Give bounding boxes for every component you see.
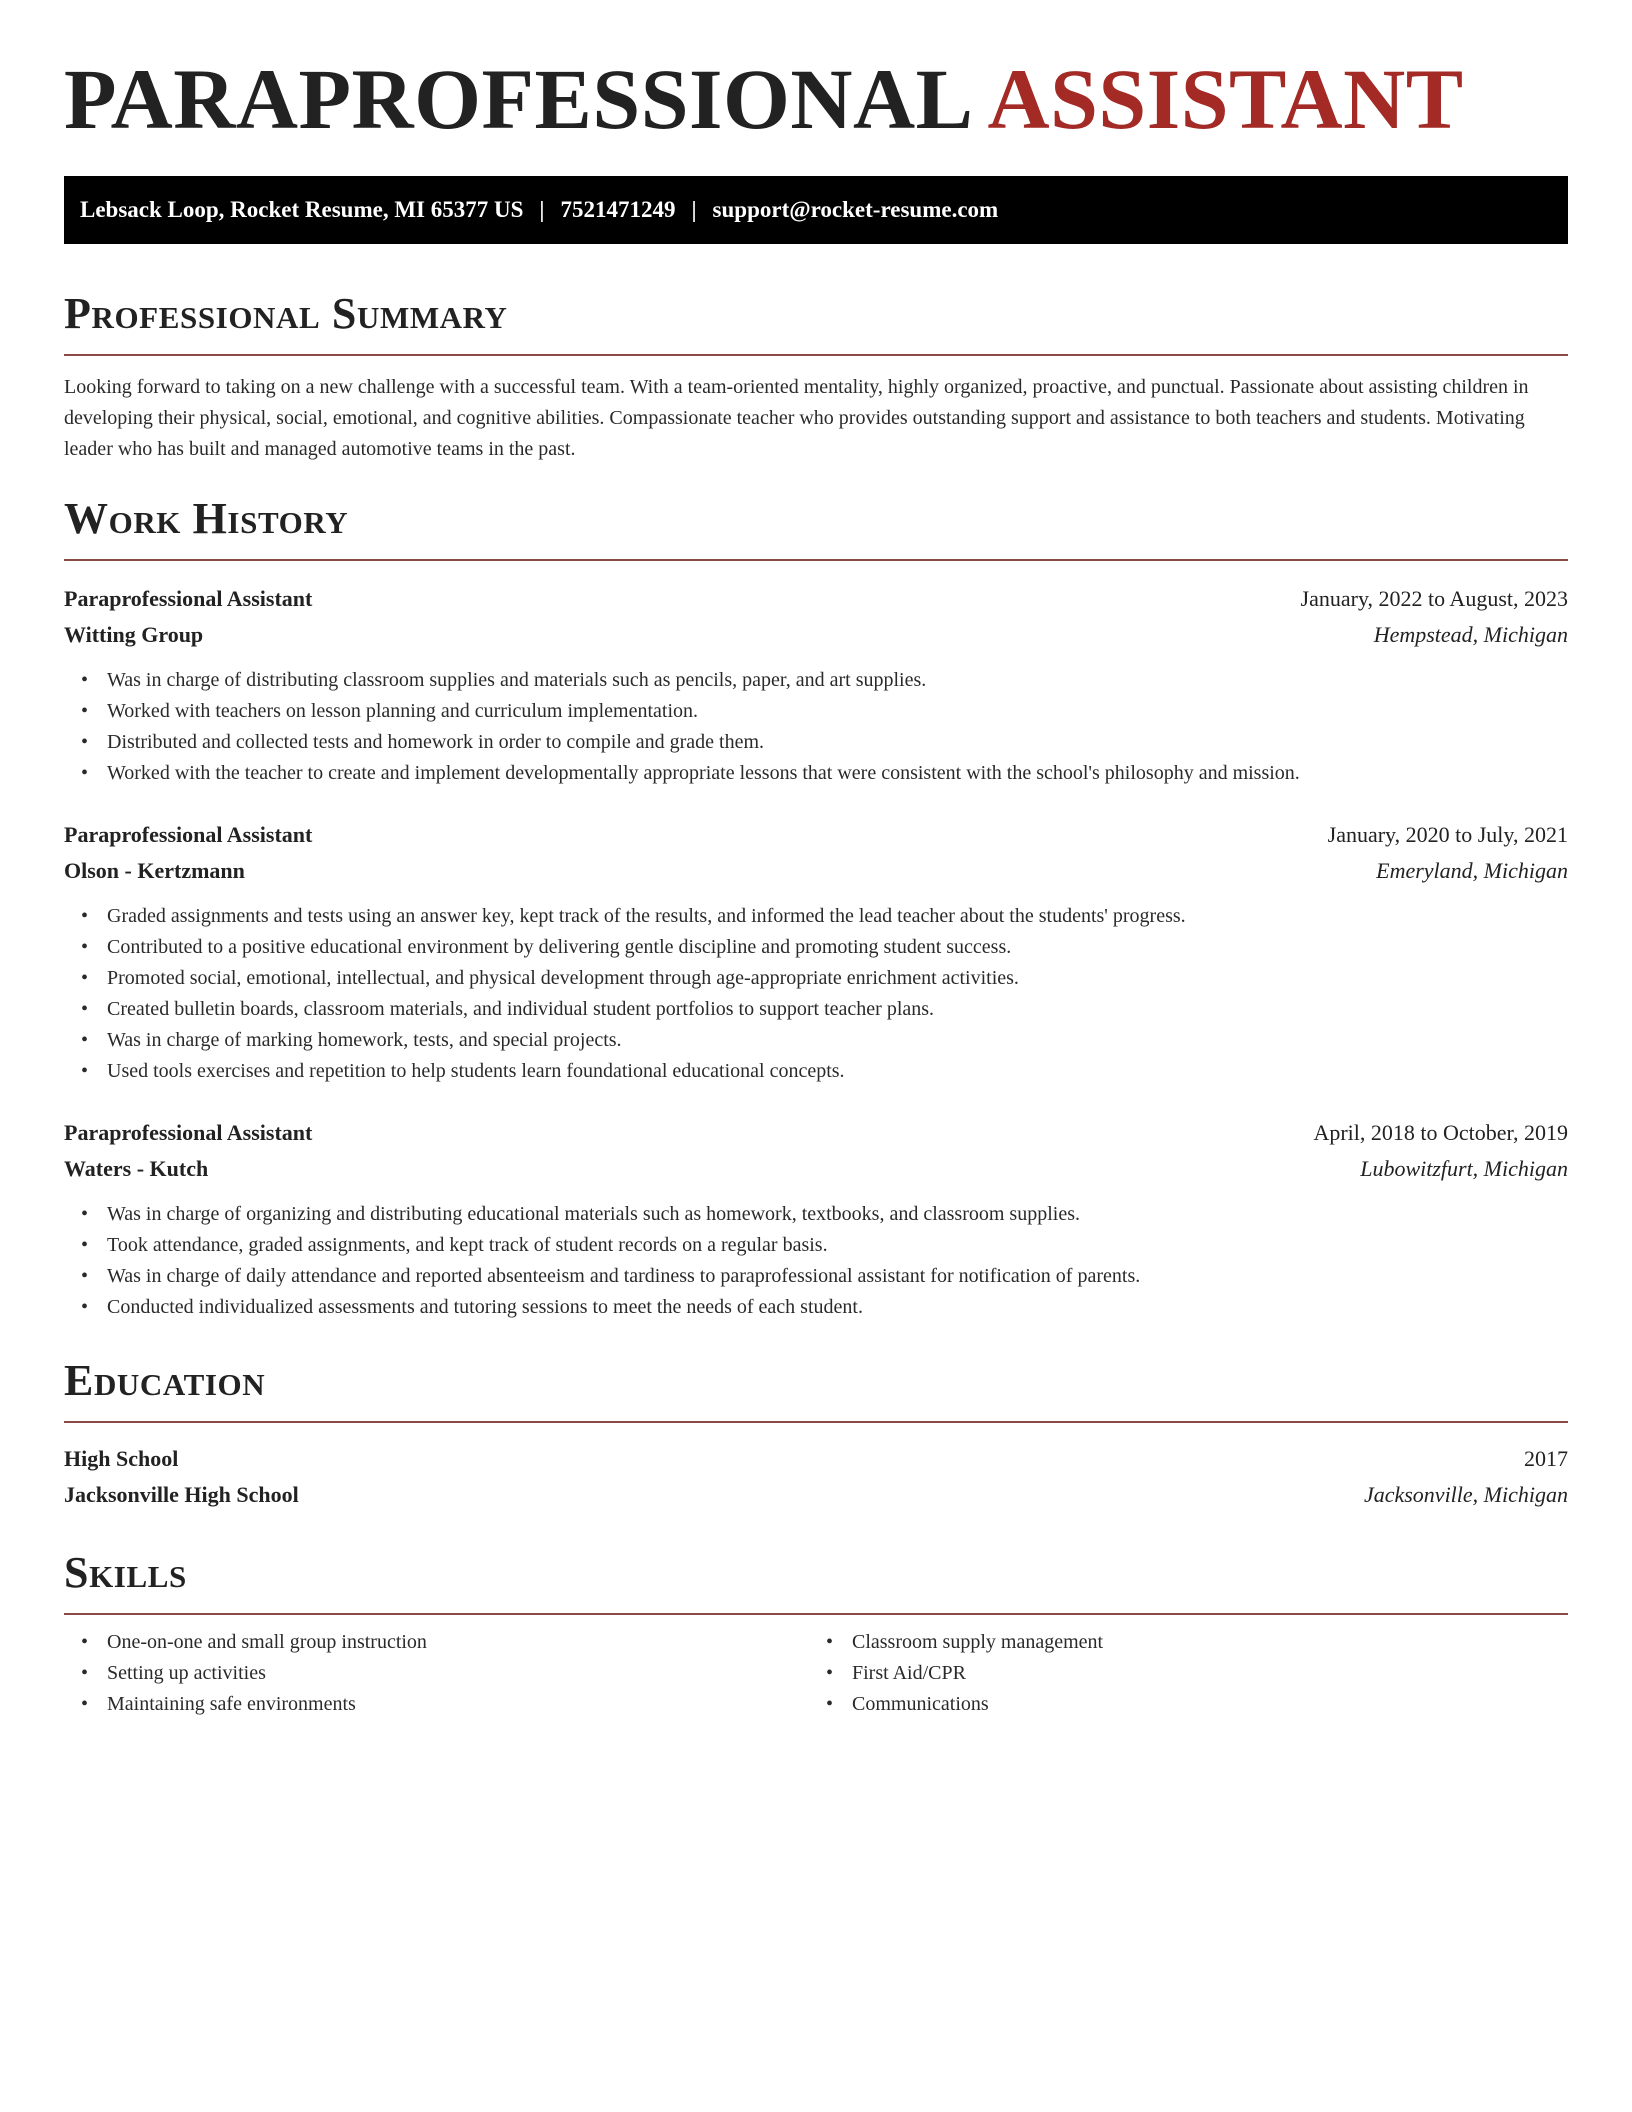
education-school: Jacksonville High School [64,1482,299,1507]
contact-separator: | [539,197,545,222]
job-entry [64,1115,1568,1323]
skill-item: • Maintaining safe environments [107,1689,823,1720]
section-title-education: Education [64,1356,266,1405]
skills-grid [64,1627,1568,1720]
job-bullet: • Was in charge of distributing classroom supplies and materials such as pencils, paper, and art supplies. [107,665,1568,696]
job-bullet: • Used tools exercises and repetition to help students learn foundational educational concepts. [107,1056,1568,1087]
education-year: 2017 [1524,1446,1568,1471]
section-title-summary: Professional Summary [64,289,508,338]
job-entry [64,581,1568,789]
job-bullet: • Conducted individualized assessments and tutoring sessions to meet the needs of each student. [107,1292,1568,1323]
job-location: Emeryland, Michigan [1376,858,1568,883]
section-divider [64,559,1568,561]
job-dates: January, 2022 to August, 2023 [1300,586,1568,611]
job-header-row [64,581,1568,617]
contact-email: support@rocket-resume.com [712,197,999,222]
contact-address: Lebsack Loop, Rocket Resume, MI 65377 US [80,197,524,222]
job-bullet: • Worked with the teacher to create and implement developmentally appropriate lessons that were consistent with the school's philosophy and mission. [107,758,1568,789]
section-divider [64,1421,1568,1423]
education-location: Jacksonville, Michigan [1363,1482,1568,1507]
skills-list-left [64,1627,823,1720]
skill-item: • One-on-one and small group instruction [107,1627,823,1658]
job-header-row [64,1115,1568,1151]
summary-text: Looking forward to taking on a new challenge with a successful team. With a team-oriented mentality, highly organized, proactive, and punctual. Passionate about assisting children in developing their physical, social, emotional, and cognitive abilities. Compassionate teacher who provides outstanding support and assistance to both teachers and students. Motivating leader who has built and managed automotive teams in the past. [64,376,1529,460]
job-bullet: • Contributed to a positive educational environment by delivering gentle discipline and promoting student success. [107,932,1568,963]
job-company: Witting Group [64,622,204,647]
skill-item: • First Aid/CPR [852,1658,1568,1689]
job-entry [64,817,1568,1087]
job-bullet: • Promoted social, emotional, intellectual, and physical development through age-appropriate enrichment activities. [107,963,1568,994]
job-bullets [64,901,1568,1087]
contact-separator: | [691,197,697,222]
section-divider [64,354,1568,356]
name-first: PARAPROFESSIONAL [64,51,974,147]
education-school-row [64,1477,1568,1513]
job-location: Lubowitzfurt, Michigan [1360,1156,1568,1181]
job-dates: April, 2018 to October, 2019 [1313,1120,1568,1145]
job-bullet: • Was in charge of daily attendance and reported absenteeism and tardiness to paraprofessional assistant for notification of parents. [107,1261,1568,1292]
job-bullet: • Was in charge of organizing and distributing educational materials such as homework, textbooks, and classroom supplies. [107,1199,1568,1230]
job-bullet: • Graded assignments and tests using an answer key, kept track of the results, and informed the lead teacher about the students' progress. [107,901,1568,932]
job-company-row [64,853,1568,889]
job-role: Paraprofessional Assistant [64,586,313,611]
job-bullets [64,665,1568,789]
job-bullet: • Created bulletin boards, classroom materials, and individual student portfolios to support teacher plans. [107,994,1568,1025]
skill-item: • Classroom supply management [852,1627,1568,1658]
skill-item: • Setting up activities [107,1658,823,1689]
job-bullets [64,1199,1568,1323]
job-bullet: • Took attendance, graded assignments, and kept track of student records on a regular basis. [107,1230,1568,1261]
job-company: Olson - Kertzmann [64,858,245,883]
job-bullet: • Was in charge of marking homework, tests, and special projects. [107,1025,1568,1056]
education-entry [64,1441,1568,1513]
section-title-skills: Skills [64,1548,187,1597]
job-role: Paraprofessional Assistant [64,1120,313,1145]
job-company-row [64,1151,1568,1187]
candidate-name [64,51,1568,147]
education-degree: High School [64,1446,179,1471]
job-role: Paraprofessional Assistant [64,822,313,847]
education-header-row [64,1441,1568,1477]
job-company-row [64,617,1568,653]
contact-bar [64,176,1568,244]
job-dates: January, 2020 to July, 2021 [1327,822,1568,847]
section-divider [64,1613,1568,1615]
name-last: ASSISTANT [987,51,1464,147]
job-bullet: • Worked with teachers on lesson planning and curriculum implementation. [107,696,1568,727]
skill-item: • Communications [852,1689,1568,1720]
job-header-row [64,817,1568,853]
section-title-work-history: Work History [64,494,349,543]
skills-list-right [823,1627,1568,1720]
contact-phone: 7521471249 [560,197,676,222]
job-company: Waters - Kutch [64,1156,209,1181]
job-location: Hempstead, Michigan [1373,622,1568,647]
job-bullet: • Distributed and collected tests and homework in order to compile and grade them. [107,727,1568,758]
